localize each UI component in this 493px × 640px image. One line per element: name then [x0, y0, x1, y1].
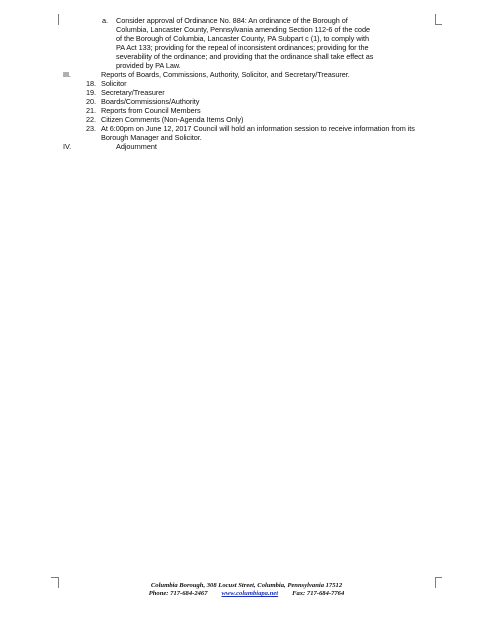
item-a-marker: a.	[102, 16, 108, 25]
item-a-line-1: Consider approval of Ordinance No. 884: An ordinance of the Borough of	[116, 16, 348, 25]
footer-contact-line	[0, 590, 493, 598]
item-a-line-4: PA Act 133; providing for the repeal of inconsistent ordinances; providing for the	[116, 43, 369, 52]
item-21-number: 21.	[86, 106, 96, 115]
item-22-text: Citizen Comments (Non-Agenda Items Only)	[101, 115, 244, 124]
item-23-text: At 6:00pm on June 12, 2017 Council will hold an information session to receive information from its	[101, 124, 415, 133]
item-19-text: Secretary/Treasurer	[101, 88, 165, 97]
section-iii-title: Reports of Boards, Commissions, Authority, Solicitor, and Secretary/Treasurer.	[101, 70, 350, 79]
item-23-number: 23.	[86, 124, 96, 133]
section-iii-numeral: III.	[63, 70, 71, 79]
item-23-continuation: Borough Manager and Solicitor.	[101, 133, 202, 142]
section-iv-numeral: IV.	[63, 142, 72, 151]
section-iv-title: Adjournment	[116, 142, 157, 151]
item-18-text: Solicitor	[101, 79, 127, 88]
item-a-line-6: provided by PA Law.	[116, 61, 181, 70]
item-a-line-3: of the Borough of Columbia, Lancaster County, PA Subpart c (1), to comply with	[116, 34, 369, 43]
item-20-number: 20.	[86, 97, 96, 106]
footer-fax: Fax: 717-684-7764	[292, 590, 345, 597]
item-20-text: Boards/Commissions/Authority	[101, 97, 200, 106]
crop-mark-top-left	[58, 14, 59, 25]
item-a-line-2: Columbia, Lancaster County, Pennsylvania amending Section 112-6 of the code	[116, 25, 370, 34]
crop-mark-top-right-h	[435, 24, 442, 25]
item-a-line-5: severability of the ordinance; and providing that the ordinance shall take effect as	[116, 52, 374, 61]
crop-mark-bottom-left-h	[51, 577, 58, 578]
crop-mark-bottom-right-h	[435, 577, 442, 578]
footer-phone: Phone: 717-684-2467	[148, 590, 208, 597]
item-21-text: Reports from Council Members	[101, 106, 201, 115]
item-19-number: 19.	[86, 88, 96, 97]
footer-address: Columbia Borough, 308 Locust Street, Columbia, Pennsylvania 17512	[150, 582, 343, 589]
footer-website-link[interactable]: www.columbiapa.net	[221, 590, 279, 597]
item-18-number: 18.	[86, 79, 96, 88]
item-22-number: 22.	[86, 115, 96, 124]
